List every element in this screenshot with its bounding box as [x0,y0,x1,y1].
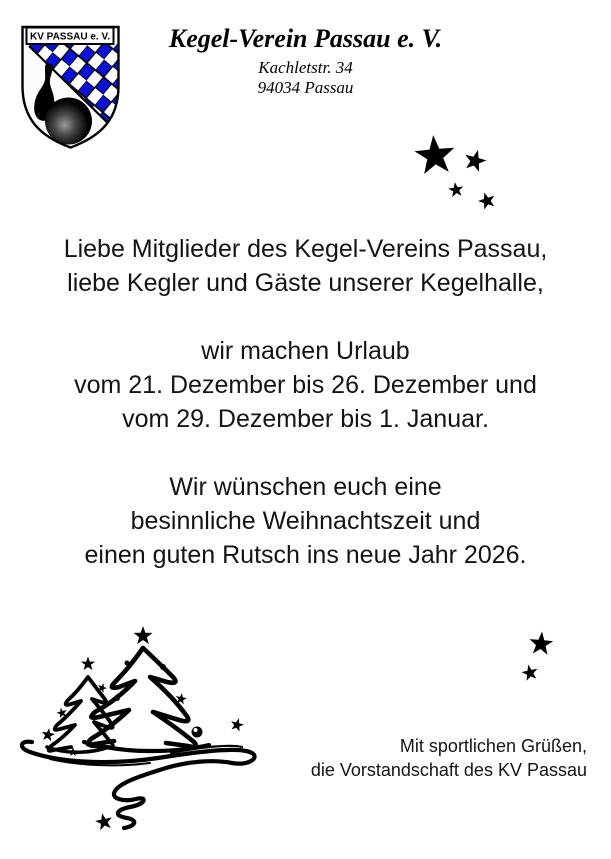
text-line: Wir wünschen euch eine [169,473,442,501]
ornament-dot [114,695,120,701]
bowling-ball-icon [45,98,92,145]
star-icon [447,181,464,197]
tree-large [84,648,209,751]
star-icon [462,147,489,173]
text-line: liebe Kegler und Gäste unserer Kegelhalle, [67,269,544,297]
ornament-ball-highlight [194,728,198,732]
greeting-paragraph [0,232,611,300]
message-body [0,232,611,572]
address-city: 94034 Passau [257,78,354,97]
star-icon [528,631,554,656]
star-icon [413,133,456,174]
star-icon [94,811,114,830]
club-name-title: Kegel-Verein Passau e. V. [168,24,443,53]
star-cluster-top-decoration [409,127,517,215]
ornament-ball [192,727,203,738]
letterhead [0,24,611,98]
star-icon [81,657,95,671]
closing-greeting: Mit sportlichen Grüßen, [399,736,587,756]
closing-block [311,734,587,782]
crest-banner-text: KV PASSAU e. V. [30,31,111,43]
wishes-paragraph [0,470,611,572]
star-icon [520,663,539,681]
closing-signature: die Vorstandschaft des KV Passau [310,760,587,780]
vacation-dates-paragraph [0,334,611,436]
ornament-dot [125,661,130,666]
star-icon [476,190,497,211]
text-line: Liebe Mitglieder des Kegel-Vereins Passau, [63,235,548,263]
star-icon [133,626,152,644]
christmas-trees-illustration [16,616,262,842]
star-cluster-bottom-decoration [512,626,564,688]
text-line: vom 29. Dezember bis 1. Januar. [122,405,489,433]
text-line: wir machen Urlaub [201,337,410,365]
text-line: einen guten Rutsch ins neue Jahr 2026. [84,541,527,569]
ornament-dot [160,664,166,670]
address-street: Kachletstr. 34 [258,58,353,77]
swirl-ribbon [22,742,255,828]
star-icon [229,717,245,733]
text-line: vom 21. Dezember bis 26. Dezember und [74,371,537,399]
text-line: besinnliche Weihnachtszeit und [130,507,481,535]
